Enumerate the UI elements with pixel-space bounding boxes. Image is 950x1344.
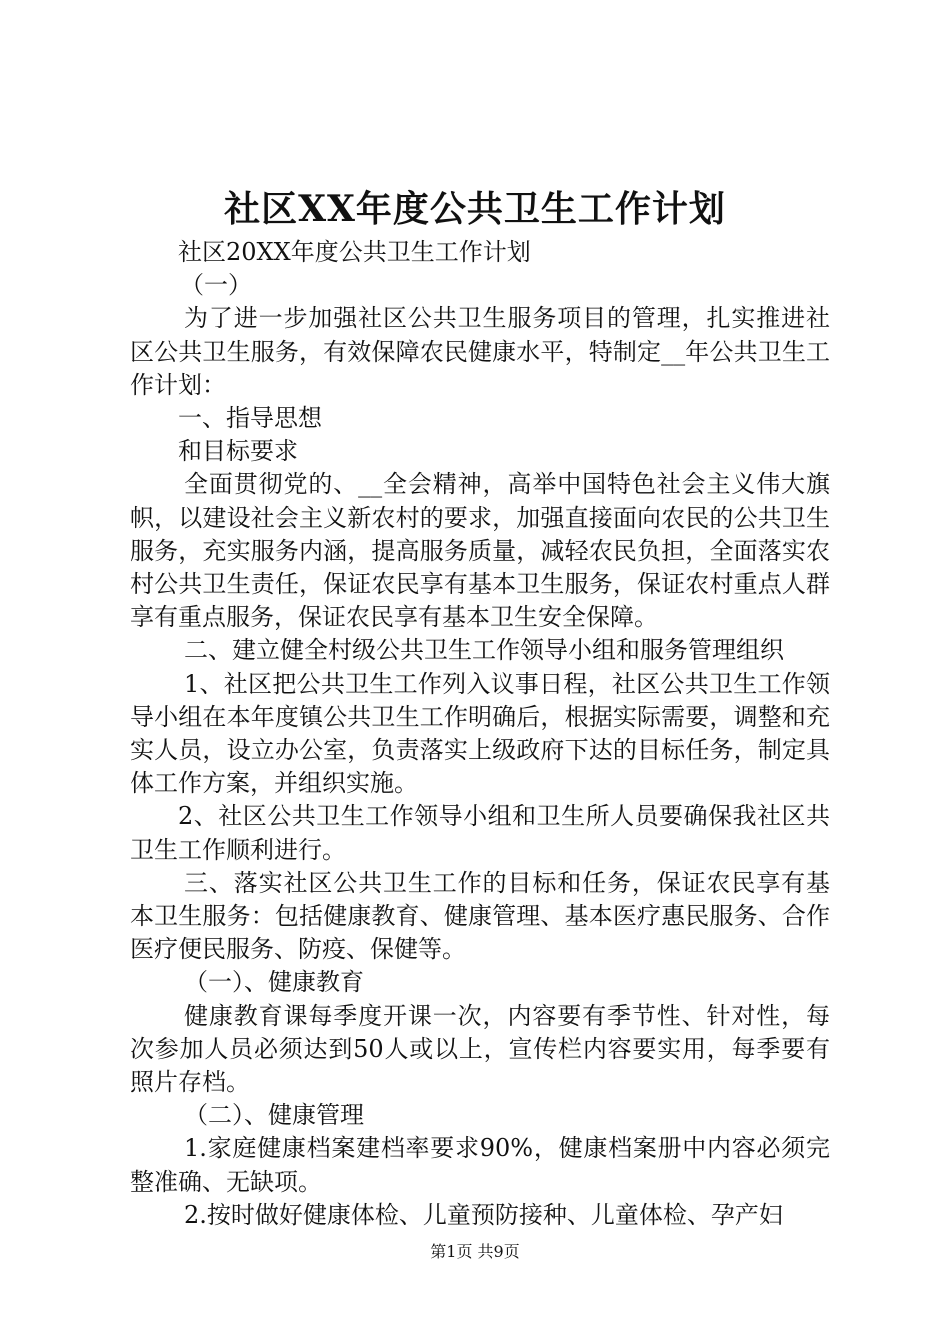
paragraph: 1.家庭健康档案建档率要求90%，健康档案册中内容必须完整准确、无缺项。 [130,1134,830,1196]
paragraph: 1、社区把公共卫生工作列入议事日程，社区公共卫生工作领导小组在本年度镇公共卫生工作明确后，根据实际需要，调整和充实人员，设立办公室，负责落实上级政府下达的目标任务，制定具体工作方案，并组织实施。 [130,669,830,798]
document-title: 社区XX年度公共卫生工作计划 [224,188,726,230]
paragraph: 为了进一步加强社区公共卫生服务项目的管理，扎实推进社区公共卫生服务，有效保障农民健康水平，特制定__年公共卫生工作计划： [130,304,830,399]
paragraph: 2、社区公共卫生工作领导小组和卫生所人员要确保我社区共卫生工作顺利进行。 [130,802,830,864]
section-heading: （一）、健康教育 [184,968,364,997]
document-body [130,236,830,1232]
page-number-footer: 第1页 共9页 [430,1242,520,1261]
paragraph: 三、落实社区公共卫生工作的目标和任务，保证农民享有基本卫生服务：包括健康教育、健康管理、基本医疗惠民服务、合作医疗便民服务、防疫、保健等。 [130,868,830,964]
section-heading: 和目标要求 [178,437,298,466]
paragraph: 健康教育课每季度开课一次，内容要有季节性、针对性，每次参加人员必须达到50人或以上，宣传栏内容要实用，每季要有照片存档。 [130,1001,830,1097]
section-heading: （二）、健康管理 [184,1101,364,1130]
section-heading: 一、指导思想 [178,404,322,433]
paragraph: （一） [180,271,252,300]
paragraph: 全面贯彻党的、__全会精神，高举中国特色社会主义伟大旗帜，以建设社会主义新农村的要求，加强直接面向农民的公共卫生服务，充实服务内涵，提高服务质量，减轻农民负担，全面落实农村公共卫生责任，保证农民享有基本卫生服务，保证农村重点人群享有重点服务，保证农民享有基本卫生安全保障。 [130,470,830,632]
section-heading: 二、建立健全村级公共卫生工作领导小组和服务管理组织 [184,636,784,665]
paragraph: 社区20XX年度公共卫生工作计划 [178,238,531,266]
paragraph: 2.按时做好健康体检、儿童预防接种、儿童体检、孕产妇 [184,1200,783,1229]
